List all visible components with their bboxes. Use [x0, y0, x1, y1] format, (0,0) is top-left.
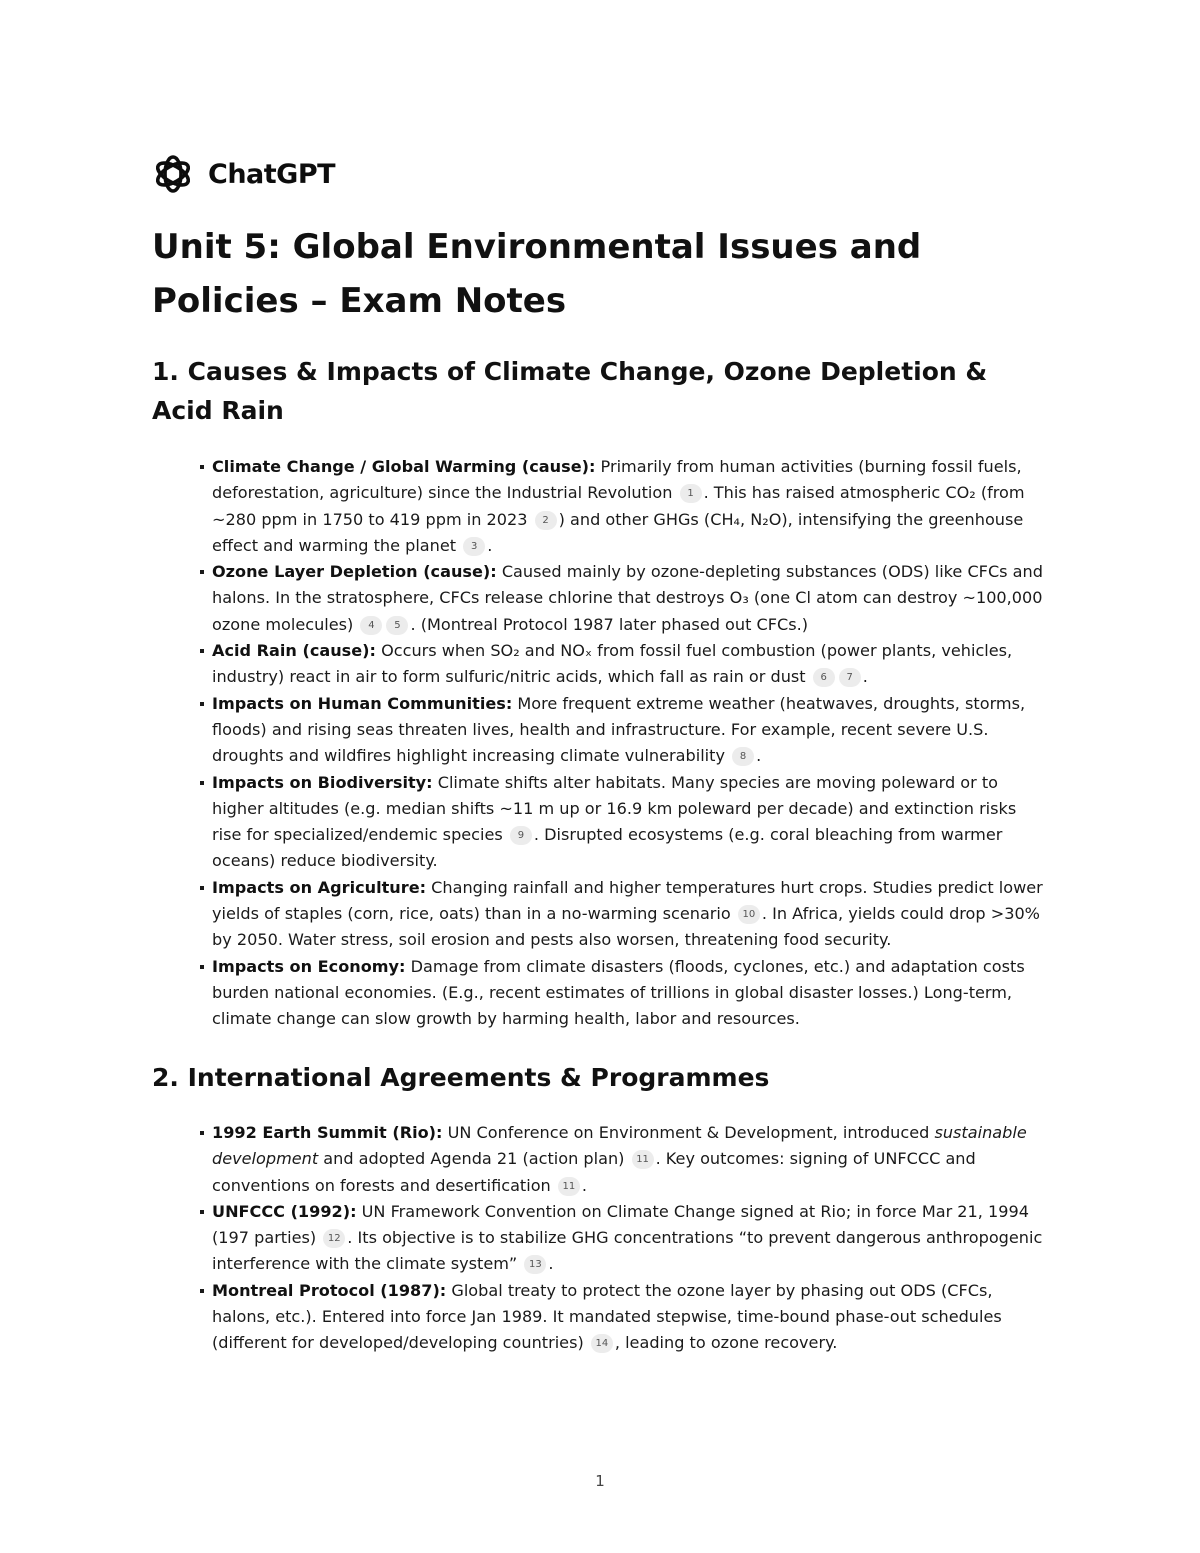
item-text: UN Conference on Environment & Development, introduced	[442, 1123, 935, 1142]
list-item-economy	[198, 954, 1046, 1033]
citation-badge[interactable]: 10	[738, 905, 760, 924]
item-text: . (Montreal Protocol 1987 later phased out CFCs.)	[410, 614, 809, 634]
brand-logo	[152, 153, 335, 195]
citation-badge[interactable]: 13	[524, 1255, 546, 1274]
brand-name: ChatGPT	[208, 158, 336, 190]
citation-badge[interactable]: 8	[732, 747, 754, 766]
item-text: .	[548, 1254, 554, 1274]
citation-badge[interactable]: 11	[558, 1177, 580, 1196]
list-item-unfccc	[198, 1199, 1046, 1278]
item-text: and adopted Agenda 21 (action plan)	[318, 1149, 630, 1169]
openai-logo-icon	[152, 153, 194, 195]
item-text: .	[581, 1175, 587, 1195]
item-text: Primarily from human activities (burning fossil fuels, deforestation, agriculture) since the Industrial Revolution	[212, 457, 1022, 503]
item-label: Impacts on Agriculture:	[212, 877, 427, 897]
citation-badge[interactable]: 6	[813, 668, 835, 687]
item-text: .	[862, 667, 868, 687]
citation-badge[interactable]: 4	[360, 616, 382, 635]
causes-impacts-list	[198, 454, 1046, 1033]
list-item-ozone-depletion	[198, 559, 1046, 638]
citation-badge[interactable]: 11	[632, 1150, 654, 1169]
item-text: .	[756, 746, 762, 766]
item-label: Impacts on Biodiversity:	[212, 772, 433, 792]
list-item-montreal-protocol	[198, 1278, 1046, 1357]
item-text: UN Framework Convention on Climate Change signed at Rio; in force Mar 21, 1994 (197 parties)	[212, 1201, 1029, 1248]
item-text: . Key outcomes: signing of UNFCCC and conventions on forests and desertification	[212, 1149, 976, 1195]
item-text: . This has raised atmospheric CO₂ (from ~280 ppm in 1750 to 419 ppm in 2023	[212, 483, 1025, 529]
citation-badge[interactable]: 3	[463, 537, 485, 556]
item-label: Impacts on Economy:	[212, 956, 406, 976]
item-label: Climate Change / Global Warming (cause):	[212, 457, 596, 476]
agreements-list	[198, 1120, 1046, 1357]
item-text: Caused mainly by ozone-depleting substances (ODS) like CFCs and halons. In the stratosphere, CFCs release chlorine that destroys O₃ (one Cl atom can destroy ~100,000 ozone molecules)	[212, 562, 1043, 634]
document-title: Unit 5: Global Environmental Issues and Policies – Exam Notes	[152, 227, 922, 321]
item-text: . Disrupted ecosystems (e.g. coral bleaching from warmer oceans) reduce biodiversity.	[212, 825, 1003, 871]
list-item-earth-summit	[198, 1120, 1046, 1199]
item-text: Changing rainfall and higher temperatures hurt crops. Studies predict lower yields of staples (corn, rice, oats) than in a no-warming scenario	[212, 877, 1043, 924]
item-text: Climate shifts alter habitats. Many species are moving poleward or to higher altitudes (e.g. median shifts ~11 m up or 16.9 km poleward per decade) and extinction risks rise for specialized/endemic species	[212, 772, 1017, 845]
citation-badge[interactable]: 12	[323, 1229, 345, 1248]
section-heading-agreements: 2. International Agreements & Programmes	[152, 1063, 770, 1092]
item-text: ) and other GHGs (CH₄, N₂O), intensifying the greenhouse effect and warming the planet	[212, 509, 1024, 555]
list-item-agriculture	[198, 875, 1046, 954]
list-item-acid-rain	[198, 638, 1046, 691]
citation-badge[interactable]: 7	[839, 668, 861, 687]
citation-badge[interactable]: 14	[591, 1334, 613, 1353]
item-text: Damage from climate disasters (floods, cyclones, etc.) and adaptation costs burden national economies. (E.g., recent estimates of trillions in global disaster losses.) Long-term, climate change can slow growth by harming health, labor and resources.	[212, 956, 1025, 1029]
item-text: . In Africa, yields could drop >30% by 2050. Water stress, soil erosion and pests also worsen, threatening food security.	[212, 904, 1040, 950]
item-label: Impacts on Human Communities:	[212, 693, 513, 713]
citation-badge[interactable]: 1	[680, 484, 702, 503]
item-label: UNFCCC (1992):	[212, 1201, 357, 1221]
item-label: 1992 Earth Summit (Rio):	[212, 1123, 443, 1142]
page-number: 1	[595, 1472, 605, 1490]
citation-badge[interactable]: 9	[510, 826, 532, 845]
item-text: .	[487, 535, 493, 555]
section-heading-causes-impacts: 1. Causes & Impacts of Climate Change, Ozone Depletion & Acid Rain	[152, 357, 988, 425]
item-emphasis: sustainable development	[212, 1123, 1027, 1169]
item-text: More frequent extreme weather (heatwaves, droughts, storms, floods) and rising seas threaten lives, health and infrastructure. For example, recent severe U.S. droughts and wildfires highlight increasing climate vulnerability	[212, 693, 1026, 766]
item-text: . Its objective is to stabilize GHG concentrations “to prevent dangerous anthropogenic interference with the climate system”	[212, 1228, 1043, 1274]
list-item-biodiversity	[198, 770, 1046, 875]
list-item-human-communities	[198, 691, 1046, 770]
citation-badge[interactable]: 2	[535, 511, 557, 530]
item-label: Ozone Layer Depletion (cause):	[212, 562, 497, 582]
item-label: Acid Rain (cause):	[212, 641, 376, 661]
item-text: Occurs when SO₂ and NOₓ from fossil fuel combustion (power plants, vehicles, industry) react in air to form sulfuric/nitric acids, which fall as rain or dust	[212, 641, 1013, 687]
item-label: Montreal Protocol (1987):	[212, 1280, 447, 1300]
item-text: , leading to ozone recovery.	[614, 1333, 838, 1353]
list-item-climate-change	[198, 454, 1046, 559]
citation-badge[interactable]: 5	[386, 616, 408, 635]
item-text: Global treaty to protect the ozone layer by phasing out ODS (CFCs, halons, etc.). Entered into force Jan 1989. It mandated stepwise, time-bound phase-out schedules (different for developed/developing countries)	[212, 1280, 1002, 1353]
